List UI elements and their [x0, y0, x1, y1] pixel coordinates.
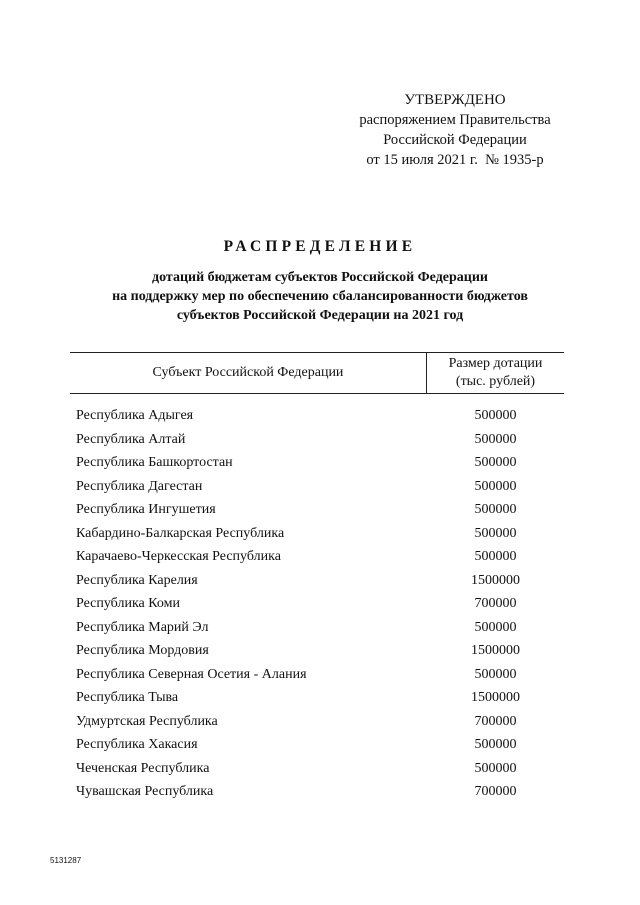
subsidy-amount: 1500000	[471, 572, 520, 588]
subject-name: Республика Северная Осетия - Алания	[76, 666, 307, 682]
column-header-subject: Субъект Российской Федерации	[152, 365, 344, 380]
table-row	[76, 522, 564, 546]
subject-name: Республика Тыва	[76, 690, 179, 705]
table-body	[76, 404, 564, 804]
approval-line-1: распоряжением Правительства	[359, 112, 551, 128]
subject-name: Республика Марий Эл	[76, 619, 209, 635]
subsidy-amount: 500000	[474, 549, 517, 564]
column-header-amount	[427, 353, 564, 393]
document-title-block	[40, 238, 600, 325]
table-row	[76, 710, 564, 734]
document-title: РАСПРЕДЕЛЕНИЕ	[223, 238, 417, 255]
subsidy-amount: 700000	[474, 596, 517, 611]
subject-name: Республика Ингушетия	[76, 502, 216, 517]
subject-name: Республика Башкортостан	[76, 455, 233, 470]
subject-name: Карачаево-Черкесская Республика	[76, 549, 281, 564]
subsidy-amount: 700000	[474, 784, 517, 799]
table-row	[76, 592, 564, 616]
document-subtitle-1: дотаций бюджетам субъектов Российской Федерации	[152, 270, 488, 285]
subsidy-amount: 500000	[474, 760, 517, 776]
subject-name: Удмуртская Республика	[76, 713, 218, 729]
table-row	[76, 428, 564, 452]
subject-name: Республика Коми	[76, 596, 180, 611]
subject-name: Республика Дагестан	[76, 478, 203, 494]
column-header-amount-line-2: (тыс. рублей)	[455, 374, 536, 389]
subject-name: Республика Мордовия	[76, 643, 209, 658]
subsidy-amount: 500000	[474, 478, 517, 494]
subsidy-amount: 1500000	[471, 690, 520, 705]
table-row	[76, 451, 564, 475]
subsidy-amount: 1500000	[471, 643, 520, 658]
table-row	[76, 639, 564, 663]
subject-name: Чеченская Республика	[76, 760, 210, 776]
document-code: 5131287	[50, 856, 82, 865]
subject-name: Республика Адыгея	[76, 408, 194, 423]
approval-heading: УТВЕРЖДЕНО	[404, 92, 506, 108]
table-header	[70, 352, 564, 394]
subject-name: Республика Алтай	[76, 431, 186, 447]
subsidy-amount: 500000	[474, 455, 517, 470]
table-row	[76, 663, 564, 687]
subsidy-amount: 500000	[474, 737, 517, 752]
table-row	[76, 404, 564, 428]
approval-line-3: от 15 июля 2021 г. № 1935-р	[366, 152, 544, 168]
table-row	[76, 569, 564, 593]
subject-name: Чувашская Республика	[76, 784, 214, 799]
subsidy-amount: 700000	[474, 713, 517, 729]
subject-name: Кабардино-Балкарская Республика	[76, 525, 285, 541]
column-header-amount-line-1: Размер дотации	[448, 356, 543, 371]
table-row	[76, 616, 564, 640]
table-row	[76, 545, 564, 569]
table-row	[76, 498, 564, 522]
approval-line-2: Российской Федерации	[383, 132, 527, 148]
subsidy-amount: 500000	[474, 431, 517, 447]
subsidy-amount: 500000	[474, 525, 517, 541]
subsidy-amount: 500000	[474, 408, 517, 423]
approval-block	[330, 90, 580, 170]
subject-name: Республика Хакасия	[76, 737, 198, 752]
table-row	[76, 686, 564, 710]
table-row	[76, 475, 564, 499]
table-row	[76, 733, 564, 757]
document-subtitle-3: субъектов Российской Федерации на 2021 год	[176, 308, 464, 323]
subsidy-amount: 500000	[474, 666, 517, 682]
document-subtitle-2: на поддержку мер по обеспечению сбалансированности бюджетов	[112, 289, 528, 304]
table-row	[76, 780, 564, 804]
subsidy-amount: 500000	[474, 502, 517, 517]
subsidy-amount: 500000	[474, 619, 517, 635]
table-row	[76, 757, 564, 781]
subject-name: Республика Карелия	[76, 572, 198, 588]
